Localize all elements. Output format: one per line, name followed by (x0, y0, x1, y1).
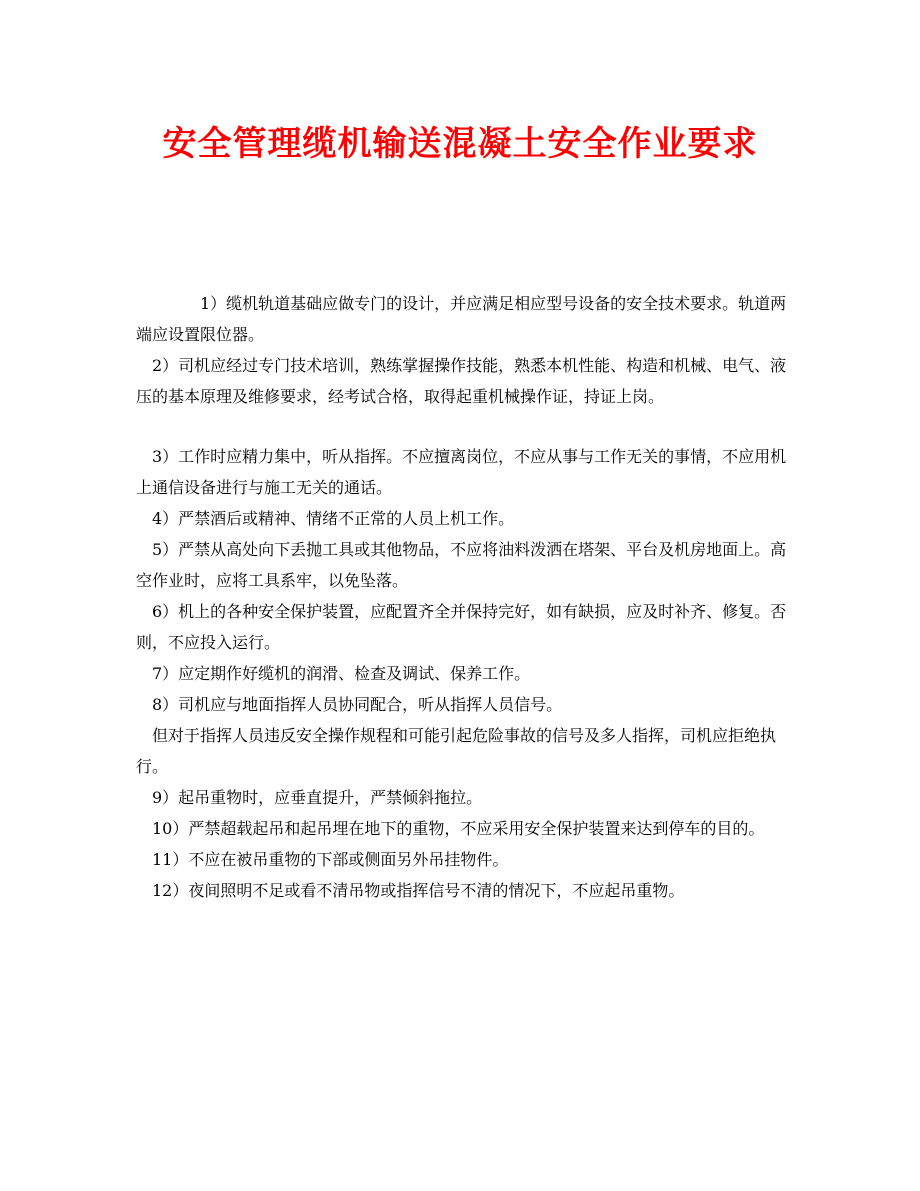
paragraph-8-note: 但对于指挥人员违反安全操作规程和可能引起危险事故的信号及多人指挥，司机应拒绝执行。 (136, 726, 777, 776)
paragraph-3: 3）工作时应精力集中，听从指挥。不应擅离岗位，不应从事与工作无关的事情，不应用机上通信设备进行与施工无关的通话。 (136, 447, 787, 497)
paragraph-7: 7）应定期作好缆机的润滑、检查及调试、保养工作。 (152, 664, 531, 683)
paragraph-6: 6）机上的各种安全保护装置，应配置齐全并保持完好，如有缺损，应及时补齐、修复。否则，不应投入运行。 (136, 602, 787, 652)
document-body (136, 288, 796, 906)
paragraph-1: 1）缆机轨道基础应做专门的设计，并应满足相应型号设备的安全技术要求。轨道两端应设置限位器。 (136, 294, 787, 344)
paragraph-10: 10）严禁超载起吊和起吊埋在地下的重物，不应采用安全保护装置来达到停车的目的。 (152, 819, 765, 838)
paragraph-4: 4）严禁酒后或精神、情绪不正常的人员上机工作。 (152, 509, 515, 528)
paragraph-gap (136, 412, 796, 441)
paragraph-2: 2）司机应经过专门技术培训，熟练掌握操作技能，熟悉本机性能、构造和机械、电气、液压的基本原理及维修要求，经考试合格，取得起重机械操作证，持证上岗。 (136, 356, 787, 406)
document-title: 安全管理缆机输送混凝土安全作业要求 (162, 124, 758, 164)
paragraph-5: 5）严禁从高处向下丢抛工具或其他物品，不应将油料泼洒在塔架、平台及机房地面上。高空作业时，应将工具系牢，以免坠落。 (136, 540, 787, 590)
paragraph-11: 11）不应在被吊重物的下部或侧面另外吊挂物件。 (152, 850, 509, 869)
paragraph-12: 12）夜间照明不足或看不清吊物或指挥信号不清的情况下，不应起吊重物。 (152, 881, 685, 900)
paragraph-8: 8）司机应与地面指挥人员协同配合，听从指挥人员信号。 (152, 695, 563, 714)
paragraph-9: 9）起吊重物时，应垂直提升，严禁倾斜拖拉。 (152, 788, 483, 807)
